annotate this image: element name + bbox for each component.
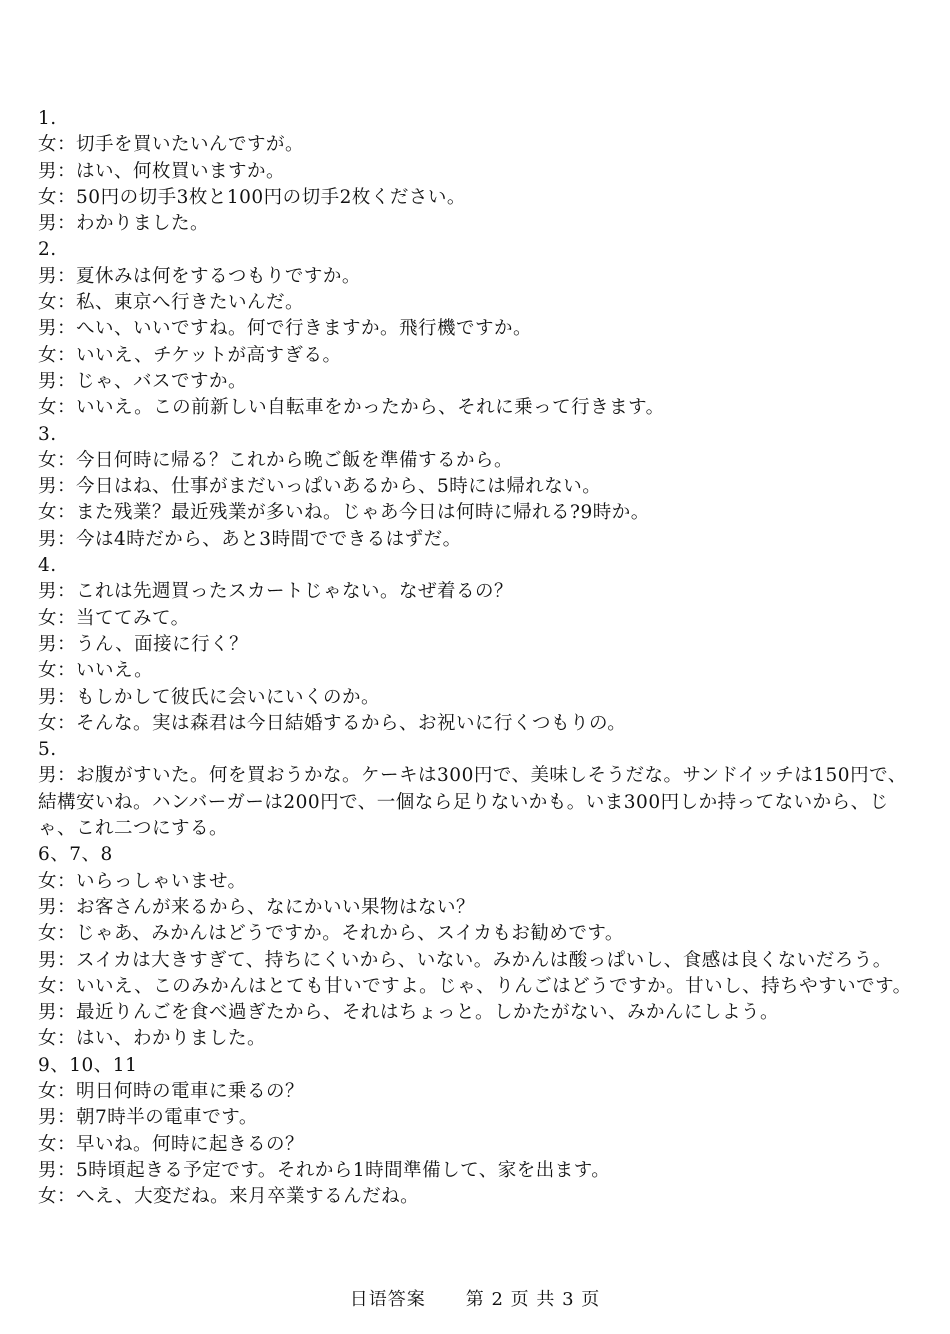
dialogue-line [38,211,918,237]
dialogue-line [38,685,918,711]
dialogue-text: へい、いいですね。何で行きますか。飛行機ですか。 [76,318,533,340]
dialogue-text: うん、面接に行く？ [76,633,249,655]
page-footer [0,1285,950,1311]
dialogue-line [38,711,918,737]
dialogue-line [38,606,918,632]
dialogue-text: 朝7時半の電車です。 [76,1107,258,1129]
dialogue-text: 今日何時に帰る？これから晩ご飯を準備するから。 [76,449,514,471]
section-number: 9、10、11 [38,1054,138,1076]
speaker-label: 女 [38,975,58,997]
dialogue-text: わかりました。 [76,213,210,235]
speaker-label: 男 [38,318,58,340]
speaker-separator: ： [57,686,77,708]
speaker-separator: ： [57,449,77,471]
speaker-label: 女 [38,397,58,419]
speaker-label: 女 [38,1186,58,1208]
dialogue-line [38,369,918,395]
speaker-separator: ： [57,502,77,524]
dialogue-text: いいえ。この前新しい自転車をかったから、それに乗って行きます。 [76,397,665,419]
dialogue-line [38,474,918,500]
dialogue-text: お腹がすいた。何を買おうかな。ケーキは300円で、美味しそうだな。サンドイッチは150円で、結構安いね。ハンバーガーは200円で、一個なら足りないかも。いま300円しか持ってないから、じゃ、これ二つにする。 [38,765,907,840]
dialogue-text: 今は4時だから、あと3時間でできるはずだ。 [76,528,462,550]
speaker-label: 男 [38,1107,58,1129]
dialogue-text: 早いね。何時に起きるの？ [76,1133,305,1155]
speaker-label: 女 [38,186,58,208]
dialogue-line [38,1105,918,1131]
dialogue-text: 切手を買いたいんですが。 [76,134,305,156]
speaker-label: 男 [38,476,58,498]
dialogue-text: はい、何枚買いますか。 [76,160,286,182]
dialogue-text: そんな。実は森君は今日結婚するから、お祝いに行くつもりの。 [76,712,627,734]
dialogue-line [38,895,918,921]
speaker-label: 女 [38,712,58,734]
speaker-separator: ： [57,528,77,550]
dialogue-text: いらっしゃいませ。 [76,870,247,892]
speaker-label: 女 [38,923,58,945]
dialogue-line [38,500,918,526]
speaker-separator: ： [57,923,77,945]
speaker-separator: ： [57,1186,77,1208]
speaker-label: 女 [38,870,58,892]
speaker-label: 男 [38,265,58,287]
speaker-label: 女 [38,1133,58,1155]
speaker-separator: ： [57,633,77,655]
speaker-label: 女 [38,1080,58,1102]
dialogue-text: 50円の切手3枚と100円の切手2枚ください。 [76,186,466,208]
document-body [38,106,918,1210]
speaker-separator: ： [57,581,77,603]
speaker-separator: ： [57,712,77,734]
speaker-separator: ： [57,292,77,314]
dialogue-text: じゃ、バスですか。 [76,370,248,392]
dialogue-text: へえ、大変だね。来月卒業するんだね。 [76,1186,420,1208]
section-number: 2. [38,239,57,261]
speaker-label: 男 [38,686,58,708]
speaker-separator: ： [57,1002,77,1024]
speaker-separator: ： [57,1080,77,1102]
dialogue-line [38,395,918,421]
dialogue-line [38,132,918,158]
dialogue-text: 5時頃起きる予定です。それから1時間準備して、家を出ます。 [76,1159,611,1181]
speaker-separator: ： [57,975,77,997]
footer-page-number: 第 2 页 共 3 页 [465,1289,601,1310]
dialogue-text: じゃあ、みかんはどうですか。それから、スイカもお勧めです。 [76,923,624,945]
dialogue-line [38,1079,918,1105]
dialogue-line [38,448,918,474]
section-number: 5. [38,739,57,761]
dialogue-text: 最近りんごを食べ過ぎたから、それはちょっと。しかたがない、みかんにしよう。 [76,1002,780,1024]
speaker-label: 男 [38,949,58,971]
dialogue-line [38,1000,918,1026]
dialogue-line [38,632,918,658]
speaker-separator: ： [57,896,77,918]
speaker-label: 女 [38,607,58,629]
dialogue-text: もしかして彼氏に会いにいくのか。 [76,686,381,708]
dialogue-text: 今日はね、仕事がまだいっぱいあるから、5時には帰れない。 [76,476,602,498]
dialogue-line [38,290,918,316]
speaker-separator: ： [57,134,77,156]
dialogue-text: 私、東京へ行きたいんだ。 [76,292,305,314]
dialogue-text: はい、わかりました。 [76,1028,267,1050]
dialogue-text: スイカは大きすぎて、持ちにくいから、いない。みかんは酸っぱいし、食感は良くないだろう。 [76,949,892,971]
dialogue-line [38,763,918,842]
section-number: 6、7、8 [38,844,113,866]
speaker-separator: ： [57,213,77,235]
speaker-separator: ： [57,370,77,392]
speaker-label: 男 [38,581,58,603]
dialogue-line [38,1158,918,1184]
speaker-label: 男 [38,528,58,550]
speaker-separator: ： [57,1028,77,1050]
dialogue-line [38,948,918,974]
dialogue-line [38,658,918,684]
dialogue-line [38,1184,918,1210]
speaker-label: 男 [38,160,58,182]
dialogue-line [38,185,918,211]
footer-title: 日语答案 [349,1289,426,1310]
speaker-label: 男 [38,370,58,392]
speaker-separator: ： [57,870,77,892]
speaker-label: 女 [38,344,58,366]
dialogue-text: いいえ。 [76,660,154,682]
dialogue-text: これは先週買ったスカートじゃない。なぜ着るの？ [76,581,514,603]
speaker-separator: ： [57,660,77,682]
speaker-separator: ： [57,318,77,340]
speaker-separator: ： [57,949,77,971]
speaker-label: 男 [38,213,58,235]
dialogue-line [38,869,918,895]
speaker-label: 女 [38,660,58,682]
speaker-label: 女 [38,449,58,471]
speaker-separator: ： [57,607,77,629]
dialogue-line [38,264,918,290]
dialogue-text: 明日何時の電車に乗るの？ [76,1080,305,1102]
speaker-label: 女 [38,134,58,156]
dialogue-line [38,316,918,342]
dialogue-text: また残業？最近残業が多いね。じゃあ今日は何時に帰れる?9時か。 [76,502,650,524]
speaker-label: 男 [38,896,58,918]
dialogue-text: 当ててみて。 [76,607,190,629]
speaker-separator: ： [57,397,77,419]
speaker-separator: ： [57,1133,77,1155]
speaker-separator: ： [57,1107,77,1129]
dialogue-line [38,1132,918,1158]
section-number: 1. [38,108,57,129]
speaker-separator: ： [57,344,77,366]
speaker-separator: ： [57,1159,77,1181]
speaker-separator: ： [57,265,77,287]
dialogue-line [38,921,918,947]
speaker-label: 男 [38,1159,58,1181]
speaker-label: 女 [38,1028,58,1050]
dialogue-line [38,527,918,553]
speaker-separator: ： [57,476,77,498]
speaker-label: 男 [38,1002,58,1024]
section-number: 3. [38,423,57,445]
speaker-separator: ： [57,186,77,208]
dialogue-line [38,1026,918,1052]
dialogue-line [38,159,918,185]
speaker-separator: ： [57,765,77,787]
speaker-separator: ： [57,160,77,182]
section-number: 4. [38,555,57,577]
dialogue-text: お客さんが来るから、なにかいい果物はない？ [76,896,476,918]
dialogue-line [38,343,918,369]
speaker-label: 女 [38,502,58,524]
speaker-label: 女 [38,292,58,314]
dialogue-line [38,974,918,1000]
speaker-label: 男 [38,765,58,787]
dialogue-line [38,579,918,605]
dialogue-text: いいえ、チケットが高すぎる。 [76,344,342,366]
dialogue-text: 夏休みは何をするつもりですか。 [76,265,361,287]
speaker-label: 男 [38,633,58,655]
dialogue-text: いいえ、このみかんはとても甘いですよ。じゃ、りんごはどうですか。甘いし、持ちやすいです。 [76,975,912,997]
